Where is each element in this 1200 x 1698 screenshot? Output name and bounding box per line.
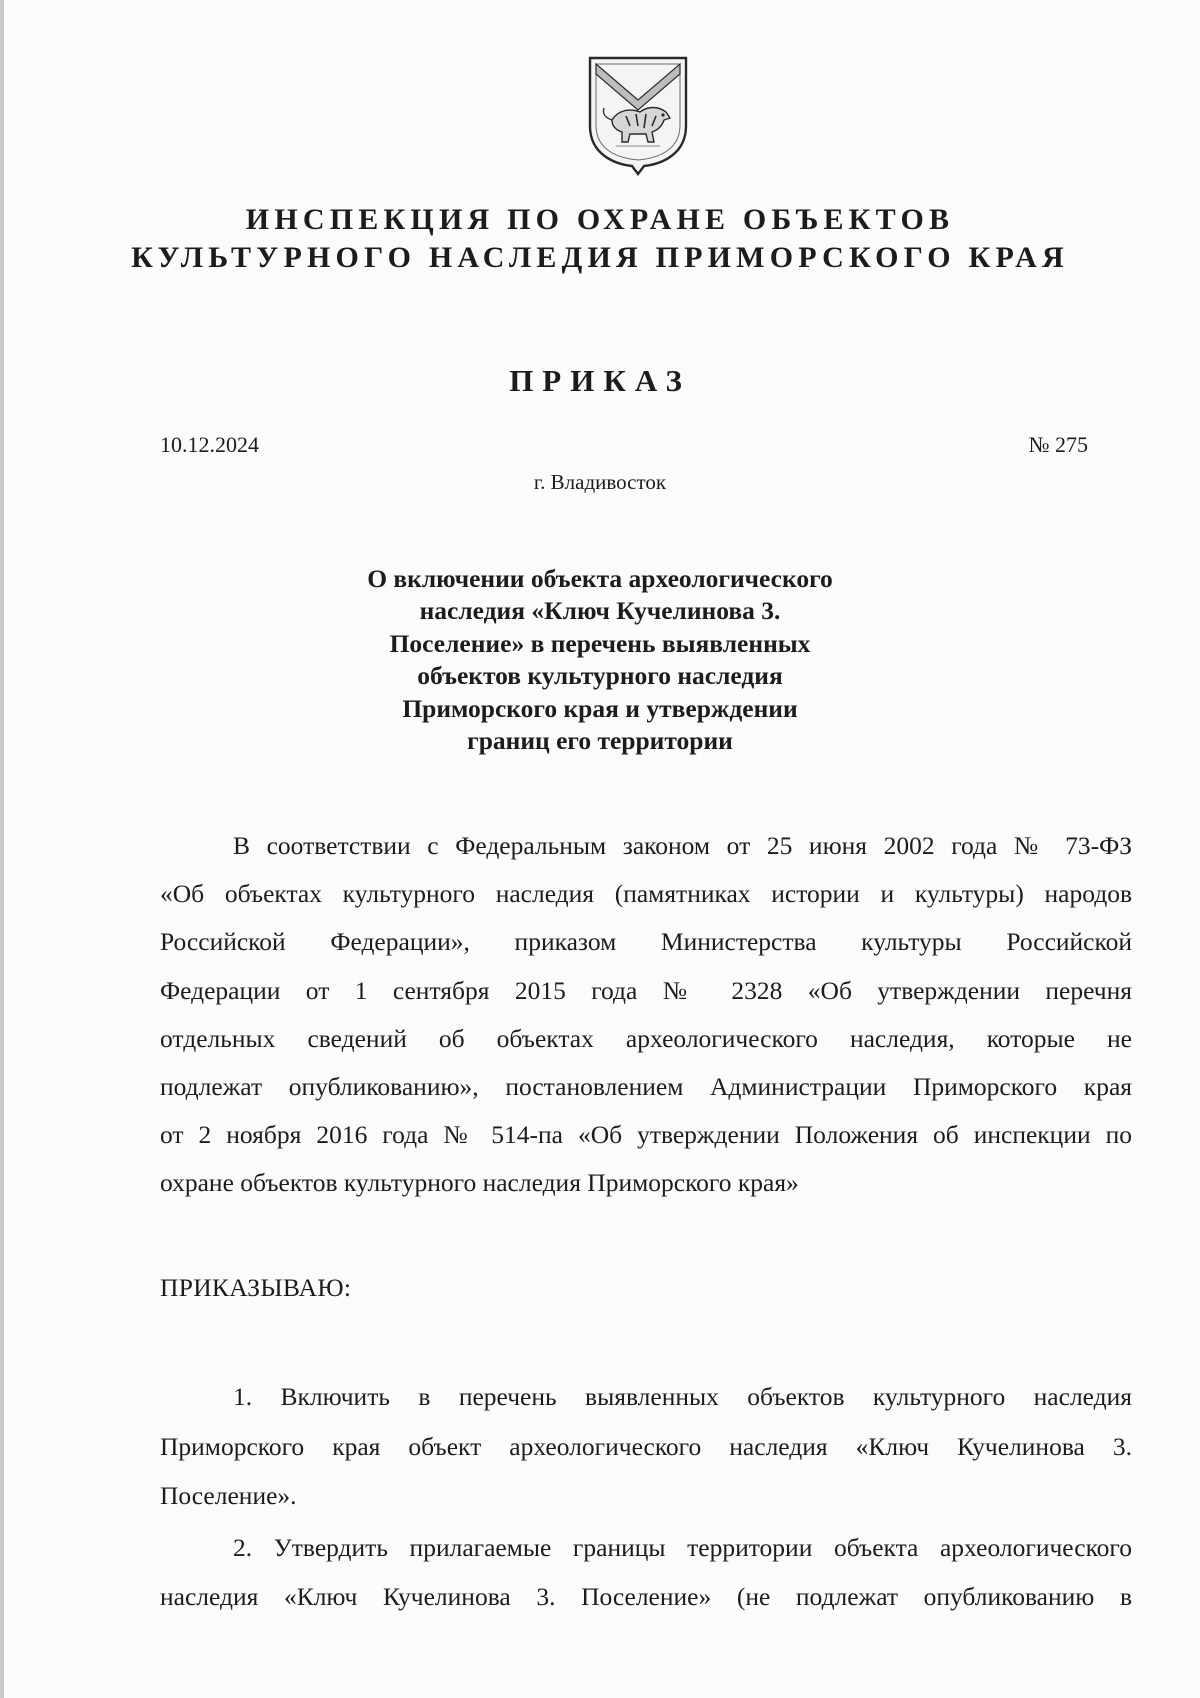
preamble-line: Федерации от 1 сентября 2015 года № 2328 «Об утверждении перечня: [160, 975, 1132, 1005]
item-1-line: Приморского края объект археологического наследия «Ключ Кучелинова 3.: [160, 1431, 1132, 1461]
preamble-paragraph: [160, 822, 1132, 1208]
subject-line: границ его территории: [467, 726, 733, 756]
preamble-line: В соответствии с Федеральным законом от 25 июня 2002 года № 73-ФЗ: [233, 831, 1132, 860]
primorsky-krai-coat-of-arms-icon: [586, 54, 690, 176]
subject-line: наследия «Ключ Кучелинова 3.: [419, 596, 781, 626]
document-city: г. Владивосток: [533, 470, 667, 494]
document-number: № 275: [1028, 432, 1088, 457]
preamble-line: подлежат опубликованию», постановлением Администрации Приморского края: [160, 1072, 1132, 1102]
document-subject: [300, 563, 900, 757]
organization-name-line-1: ИНСПЕКЦИЯ ПО ОХРАНЕ ОБЪЕКТОВ: [245, 203, 955, 236]
organization-name-line-2: КУЛЬТУРНОГО НАСЛЕДИЯ ПРИМОРСКОГО КРАЯ: [131, 241, 1069, 274]
preamble-line: от 2 ноября 2016 года № 514-па «Об утверждении Положения об инспекции по: [160, 1120, 1132, 1150]
subject-line: Приморского края и утверждении: [402, 693, 798, 723]
item-1-line: Поселение».: [160, 1481, 297, 1510]
subject-line: объектов культурного наследия: [417, 661, 783, 691]
preamble-line: Российской Федерации», приказом Министерства культуры Российской: [160, 927, 1132, 957]
document-date: 10.12.2024: [160, 432, 259, 457]
order-directive-word: ПРИКАЗЫВАЮ:: [160, 1273, 352, 1302]
item-2-line: 2. Утвердить прилагаемые границы территории объекта археологического: [233, 1532, 1132, 1562]
preamble-line: отдельных сведений об объектах археологического наследия, которые не: [160, 1023, 1132, 1053]
item-1-line: 1. Включить в перечень выявленных объектов культурного наследия: [233, 1382, 1132, 1411]
subject-line: Поселение» в перечень выявленных: [389, 628, 811, 658]
document-type-title: ПРИКАЗ: [509, 363, 691, 398]
preamble-line: «Об объектах культурного наследия (памятниках истории и культуры) народов: [160, 879, 1132, 909]
subject-line: О включении объекта археологического: [367, 564, 833, 593]
item-2-line: наследия «Ключ Кучелинова 3. Поселение» (не подлежат опубликованию в: [160, 1582, 1132, 1611]
preamble-line: охране объектов культурного наследия Приморского края»: [160, 1168, 799, 1198]
order-items: [160, 1372, 1132, 1622]
